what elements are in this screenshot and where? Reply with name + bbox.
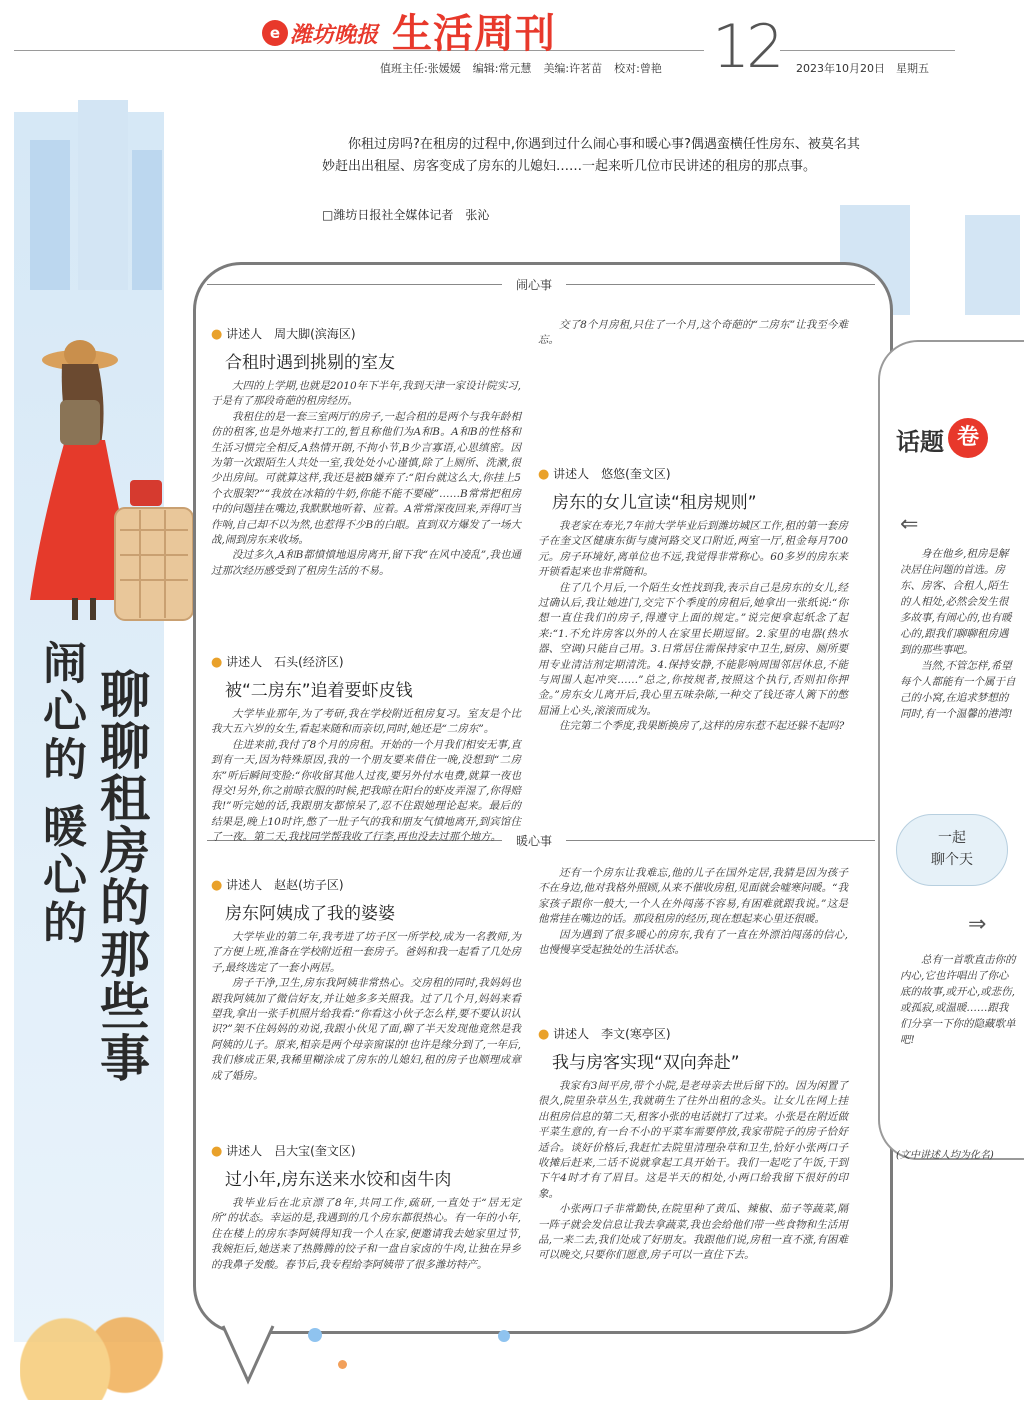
section-label-good: 暖心事: [502, 832, 566, 849]
topic-label: 话题: [896, 427, 944, 456]
paragraph: 交了8个月房租,只住了一个月,这个奇葩的“二房东”让我至今难忘。: [538, 319, 848, 347]
paragraph: 因为遇到了很多暖心的房东,我有了一直在外漂泊闯荡的信心,也慢慢享受起独处的生活状态。: [538, 928, 848, 957]
byline: □潍坊日报社全媒体记者 张沁: [322, 208, 490, 222]
background-building: [132, 150, 162, 290]
decor-dot: [498, 1330, 510, 1342]
story-narrator-text: 讲述人 悠悠(奎文区): [553, 467, 671, 481]
story-title: 被“二房东”追着要虾皮钱: [225, 681, 413, 701]
paragraph: 大四的上学期,也就是2010年下半年,我到天津一家设计院实习,于是有了那段奇葩的租房经历。: [211, 380, 521, 408]
story-title: 房东阿姨成了我的婆婆: [225, 904, 395, 924]
credit-editor: 编辑:常元慧: [472, 62, 532, 75]
story-title: 合租时遇到挑剔的室友: [225, 353, 395, 373]
sidebar-paragraph: 身在他乡,租房是解决居住问题的首选。房东、房客、合租人,陌生的人相处,必然会发生很多故事,有闹心的,也有暖心的,跟我们聊聊租房遇到的那些事吧。: [900, 548, 1012, 656]
paragraph: 住进来前,我付了8个月的房租。开始的一个月我们相安无事,直到有一天,因为特殊原因,我的一个朋友要来借住一晚,没想到“二房东”听后瞬间变脸:“你收留其他人过夜,要另外付水电费,就算一夜也得交!另外,你之前晾衣服的时候,把我晾在阳台的虾皮弄湿了,你得赔我!”听完她的话,我跟朋友都惊呆了,忍不住跟她理论起来。最后的结果是,晚上10时许,憋了一肚子气的我和朋友气憤地离开,到宾馆住了一夜。第二天,我找同学帮我收了行李,再也没去过那个地方。: [211, 738, 521, 844]
story-body: [211, 379, 521, 579]
decor-dot: [338, 1360, 347, 1369]
story-narrator-text: 讲述人 吕大宝(奎文区): [226, 1144, 356, 1158]
pseudonym-note: (文中讲述人均为化名): [896, 1150, 994, 1161]
story-narrator-text: 讲述人 李文(寒亭区): [553, 1027, 671, 1041]
bubble-tail: [218, 1326, 288, 1386]
paragraph: 我租住的是一套三室两厅的房子,一起合租的是两个与我年龄相仿的租客,也是外地来打工的,暂且称他们为A和B。A和B的性格和生活习惯完全相反,A热情开朗,不拘小节,B少言寡语,心思缜密。因为第一次跟陌生人共处一室,我处处小心谨慎,除了上厕所、洗漱,很少出房间。可就算这样,我还是被B嫌弃了:“阳台就这么大,你挂上5个衣服架?”“我放在冰箱的牛奶,你能不能不要碰”……B常常把租房中的问题挂在嘴边,我默默地听着、应着。A常常深夜回来,弄得叮当作响,自己却不以为然,也惹得不少B的白眼。直到双方爆发了一场大战,闹到房东来收场。: [211, 410, 521, 547]
story-narrator-text: 讲述人 石头(经济区): [226, 655, 344, 669]
story: [211, 653, 521, 844]
chat-line: 一起: [938, 830, 966, 846]
story-title: 我与房客实现“双向奔赴”: [552, 1053, 740, 1073]
arrow-right-icon: ⇒: [968, 912, 987, 937]
chat-cloud: [896, 814, 1008, 886]
story: [538, 1025, 848, 1264]
bullet-icon: ●: [211, 655, 223, 670]
story-narrator-text: 讲述人 周大脚(滨海区): [226, 327, 356, 341]
sidebar-text-block: [900, 546, 1016, 722]
paragraph: 房子干净,卫生,房东我阿姨非常热心。交房租的同时,我妈妈也跟我阿姨加了微信好友,并让她多多关照我。过了几个月,妈妈来看望我,拿出一张手机照片给我看:“你看这小伙子怎么样,要不要认识认识?”架不住妈妈的劝说,我跟小伙见了面,聊了半天发现他竟然是我阿姨的儿子。原来,相亲是两个母亲窗谋的!也许是缘分到了,一年后,我们修成正果,我稀里糊涂成了房东的儿媳妇,租的房子也顺理成章成了婚房。: [211, 977, 521, 1082]
masthead-rule-right: [780, 50, 955, 51]
background-building: [912, 170, 962, 315]
masthead-rule-left: [14, 50, 704, 51]
paragraph: 大学毕业的第二年,我考进了坊子区一所学校,成为一名教师,为了方便上班,准备在学校附近租一套房子。爸妈和我一起看了几处房子,最终选定了一套小两居。: [211, 931, 521, 974]
story: [211, 876, 521, 1084]
bullet-icon: ●: [538, 467, 550, 482]
page-number: 12: [712, 12, 781, 82]
sidebar-paragraph: 总有一首歌直击你的内心,它也许唱出了你心底的故事,或开心,或悲伤,或孤寂,或温暖……跟我们分享一下你的隐藏歌单吧!: [900, 954, 1016, 1046]
paragraph: 我毕业后在北京漂了8年,共同工作,疏研,一直处于“居无定所”的状态。幸运的是,我遇到的几个房东都很热心。有一年的小年,住在楼上的房东李阿姨得知我一个人在家,便邀请我去她家里过节,我婉拒后,她送来了热腾腾的饺子和一盘自家卤的牛肉,让独在异乡的我鼻子发酸。春节后,我专程给李阿姨带了很多潍坊特产。: [211, 1197, 521, 1271]
story-narrator: [211, 325, 521, 342]
topic-badge-icon: 卷: [948, 418, 988, 458]
chat-line: 聊个天: [931, 852, 973, 868]
paragraph: 大学毕业那年,为了考研,我在学校附近租房复习。室友是个比我大五六岁的女生,看起来随和而亲切,同时,她还是“二房东”。: [211, 708, 521, 736]
background-building: [30, 140, 70, 290]
leaf-decoration: [20, 1250, 170, 1400]
story-body: [538, 519, 848, 735]
story-body-continued: [538, 318, 848, 349]
sidebar-paragraph: 当然,不管怎样,希望每个人都能有一个属于自己的小窝,在追求梦想的同时,有一个温馨的港湾!: [900, 660, 1016, 720]
story-narrator: [211, 876, 521, 893]
story-title: 过小年,房东送来水饺和卤牛肉: [225, 1170, 452, 1190]
story-narrator: [211, 653, 521, 670]
credit-art: 美编:许茗苗: [543, 62, 603, 75]
credit-duty: 值班主任:张媛媛: [380, 62, 461, 75]
bullet-icon: ●: [538, 1027, 550, 1042]
background-building: [78, 100, 128, 290]
story-narrator: [538, 1025, 848, 1042]
paragraph: 小张两口子非常勤快,在院里种了黄瓜、辣椒、茄子等蔬菜,隔一阵子就会发信息让我去拿蔬菜,我也会给他们带一些食物和生活用品,一来二去,我们处成了好朋友。我跟他们说,房租一直不涨,有困难可以晚交,只要你们愿意,房子可以一直住下去。: [538, 1203, 848, 1262]
story-title: 房东的女儿宣读“租房规则”: [552, 493, 757, 513]
story-body-continued: [538, 866, 848, 958]
paragraph: 还有一个房东让我难忘,他的儿子在国外定居,我猜是因为孩子不在身边,他对我格外照顾,从来不催收房租,见面就会嘘寒问暖。“我家孩子跟你一般大,一个人在外闯荡不容易,有困难就跟我说。”这是他常挂在嘴边的话。那段租房的经历,现在想起来心里还很暖。: [538, 867, 848, 926]
headline-main: 聊聊租房的那些事: [92, 668, 150, 1084]
arrow-left-icon: ⇐: [900, 512, 919, 537]
issue-weekday: 星期五: [896, 62, 929, 75]
paragraph: 住了几个月后,一个陌生女性找到我,表示自己是房东的女儿,经过确认后,我让她进门,交完下个季度的房租后,她拿出一张纸说:“你想一直住我们的房子,得遵守上面的规定。”说完便拿起纸念了起来:“1.不允许房客以外的人在家里长期逗留。2.家里的电器(热水器、空调)只能自己用。3.日常居住需保持家中卫生,厨房、厕所要用专业清洁剂定期清洗。4.保持安静,不能影响周围邻居休息,不能与周围人起冲突……”总之,你按规者,按照这个执行,否则扣你押金。”房东女儿离开后,我心里五味杂陈,一种交了钱还寄人篱下的憋屈涌上心头,滚滚而成为。: [538, 581, 848, 717]
bullet-icon: ●: [211, 1144, 223, 1159]
paragraph: 我老家在寿光,7年前大学毕业后到潍坊城区工作,租的第一套房子在奎文区健康东街与虞河路交叉口附近,两室一厅,租金每月700元。房子环境好,离单位也不远,我觉得非常称心。60多岁的房东来开锁看起来也非常随和。: [538, 520, 848, 579]
intro-text: 你租过房吗?在租房的过程中,你遇到过什么闹心事和暖心事?偶遇蛮横任性房东、被莫名其妙赶出出租屋、房客变成了房东的儿媳妇……一起来听几位市民讲述的租房的那点事。: [322, 137, 860, 174]
issue-date: [796, 60, 929, 76]
story: [211, 325, 521, 579]
story-narrator-text: 讲述人 赵赵(坊子区): [226, 878, 344, 892]
headline-secondary: 闹心的 暖心的: [35, 640, 86, 948]
story-body: [211, 707, 521, 844]
credit-proof: 校对:曾艳: [614, 62, 662, 75]
paper-name: 潍坊晚报: [290, 22, 379, 48]
story-narrator: [211, 1142, 521, 1159]
paragraph: 没过多久,A和B都憤憤地退房离开,留下我“在风中凌乱”,我也通过那次经历感受到了租房生活的不易。: [211, 549, 521, 577]
section-name: 生活周刊: [392, 10, 556, 57]
story: [211, 1142, 521, 1304]
story-body: [211, 930, 521, 1084]
background-building: [965, 215, 1020, 315]
paragraph: 住完第二个季度,我果断换房了,这样的房东惹不起还躲不起吗?: [559, 720, 845, 733]
issue-date-text: 2023年10月20日: [796, 62, 885, 75]
editor-credits: [380, 60, 674, 76]
section-label-bad: 闹心事: [502, 276, 566, 293]
traveler-illustration: [20, 330, 200, 630]
decor-dot: [308, 1328, 322, 1342]
paragraph: 我家有3间平房,带个小院,是老母亲去世后留下的。因为闲置了很久,院里杂草丛生,我就萌生了往外出租的念头。让女儿在网上挂出租房信息的第二天,租客小张的电话就打了过来。小张是在附近做平菜生意的,有一台不小的平菜车需要停放,我家带院子的房子恰好适合。谈好价格后,我赶忙去院里清理杂草和卫生,恰好小张两口子收摊后赶来,二话不说就拿起工具开始干。我们一起吃了午饭,干到下午4时才有了眉目。这是半天的相处,小两口给我留下很好的印象。: [538, 1080, 848, 1200]
story-narrator: [538, 465, 848, 482]
paper-logo-icon: e: [262, 20, 288, 46]
story-body: [538, 1079, 848, 1264]
story-body: [211, 1196, 521, 1304]
story: [538, 465, 848, 735]
bullet-icon: ●: [211, 327, 223, 342]
bullet-icon: ●: [211, 878, 223, 893]
